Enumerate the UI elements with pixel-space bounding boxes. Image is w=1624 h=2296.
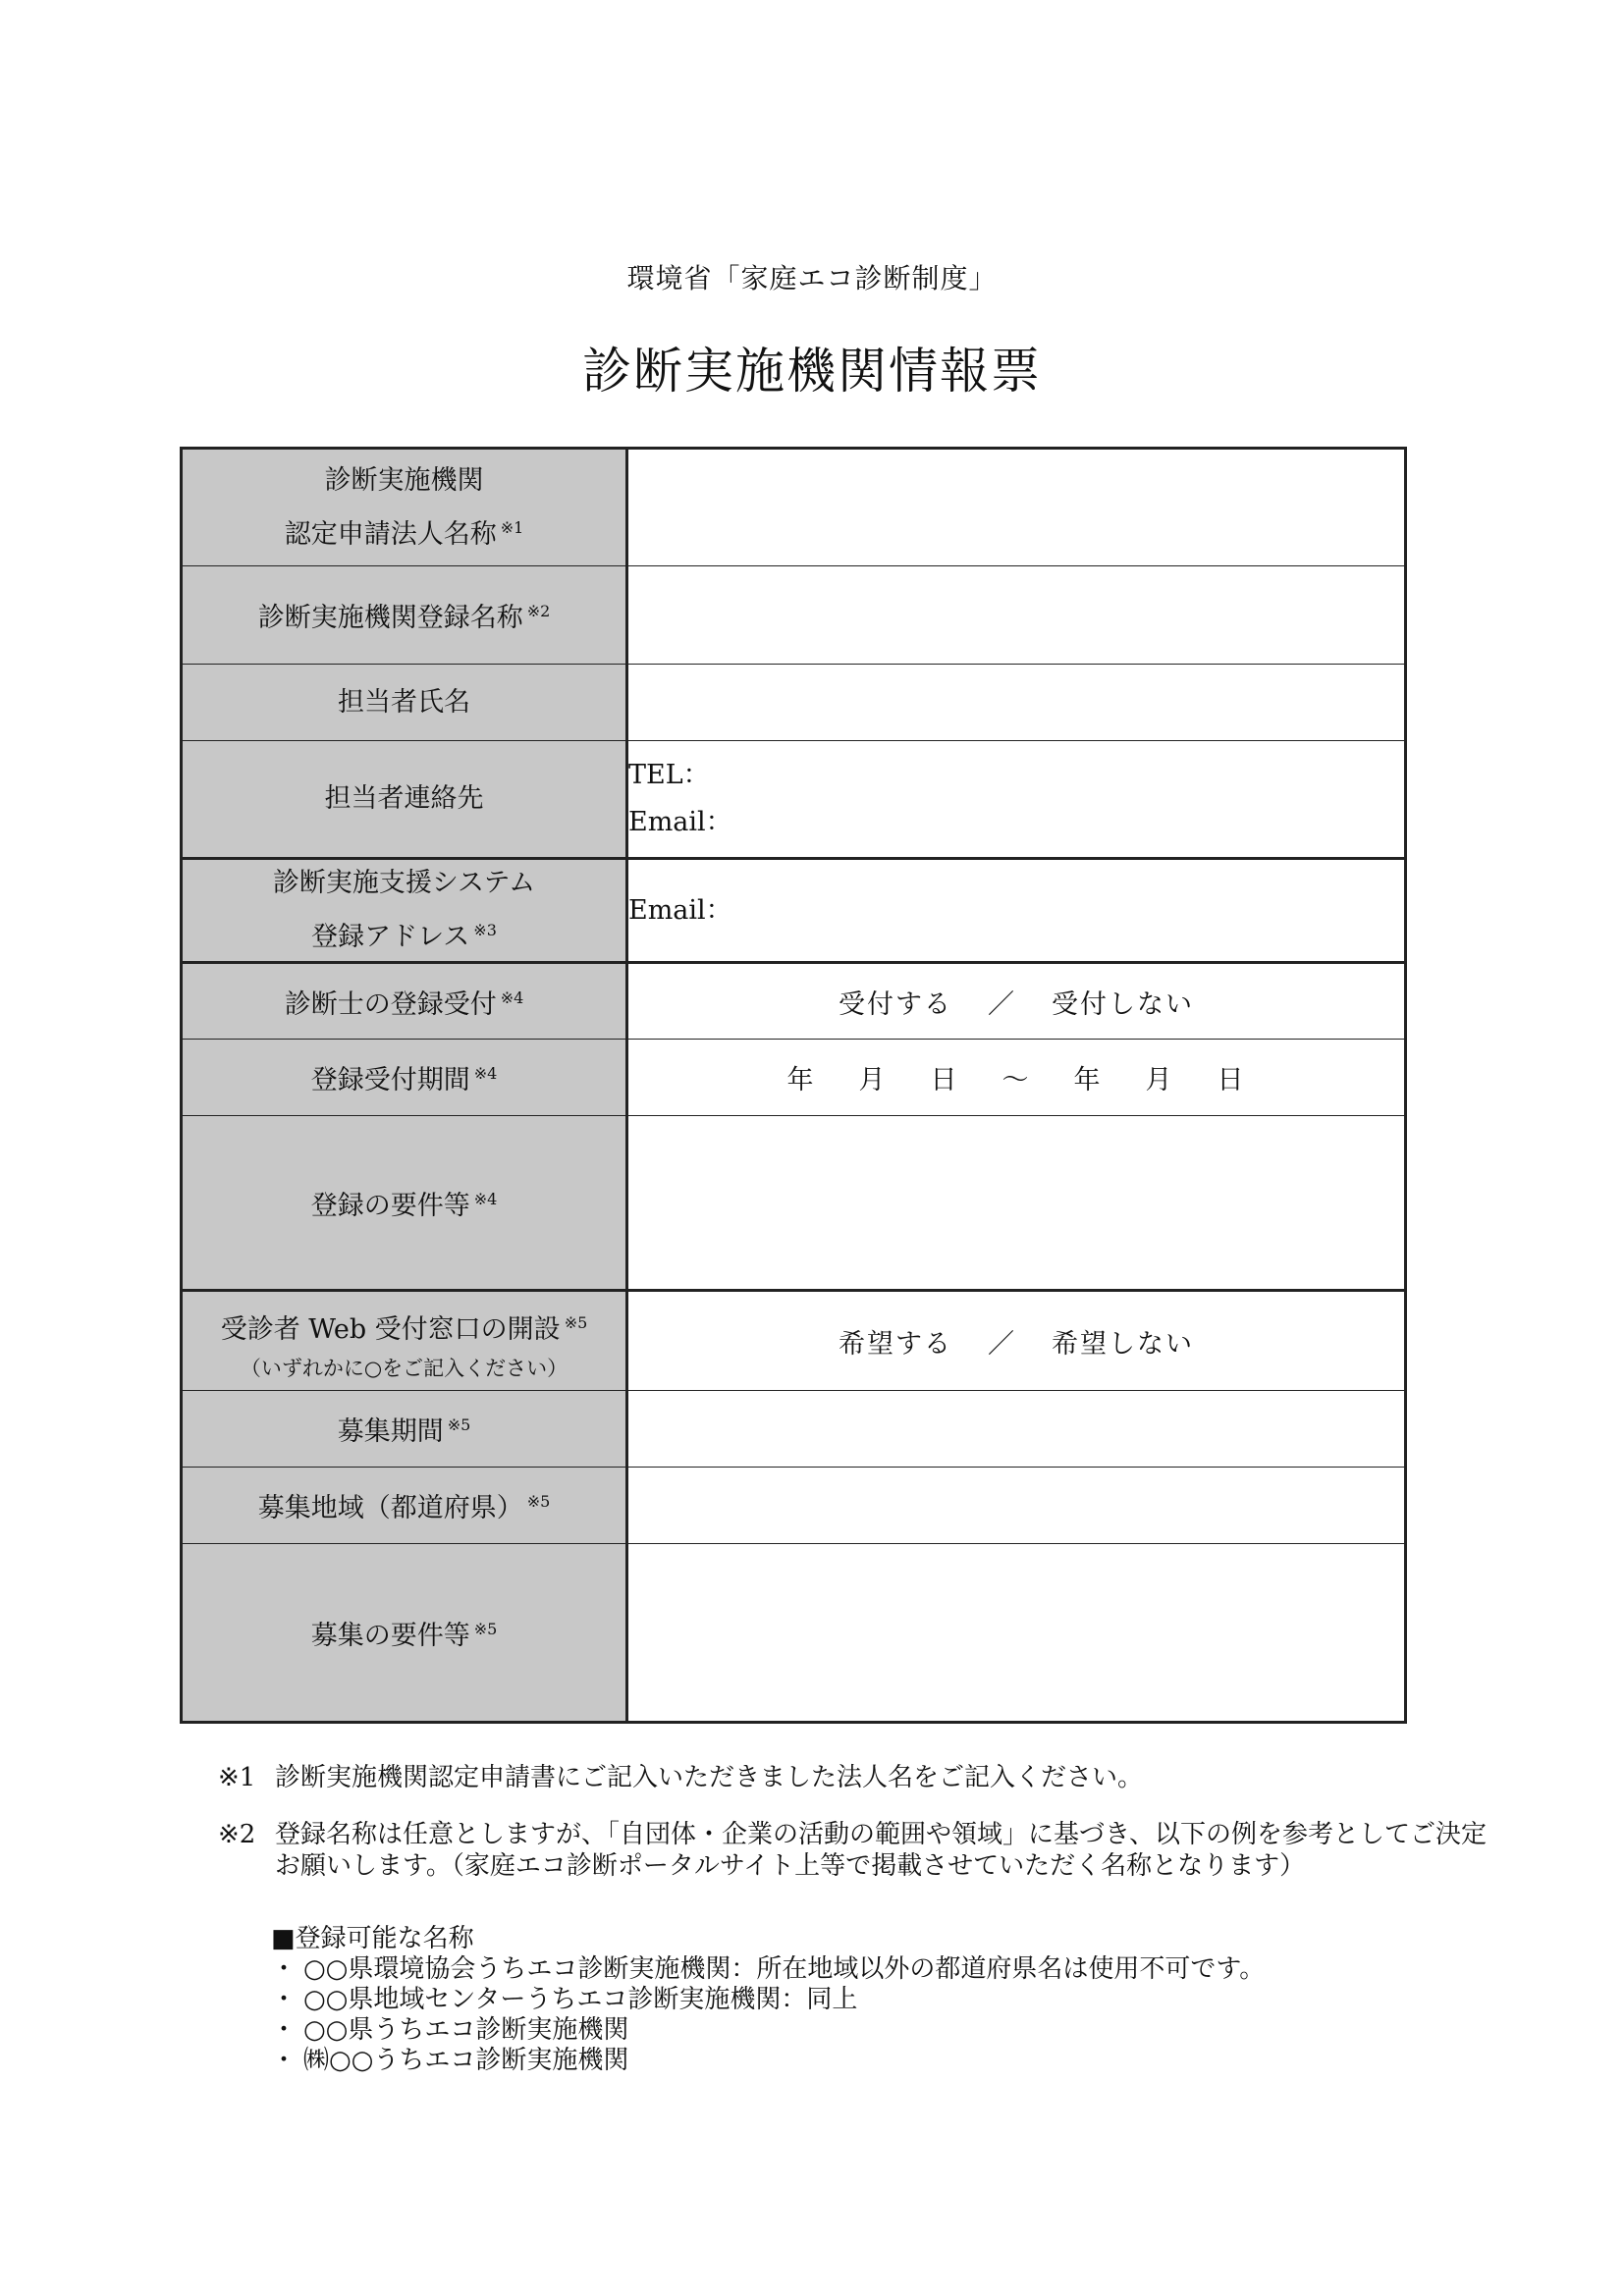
allowed-names-heading: ■登録可能な名称 (271, 1924, 474, 1953)
label-contact-info (182, 741, 627, 859)
registration-requirements-field[interactable] (627, 1116, 1406, 1291)
info-form-table (180, 447, 1407, 1724)
option-not-wish[interactable]: 希望しない (1052, 1328, 1194, 1360)
row-registered-name (182, 566, 1406, 665)
footnote-2 (218, 1819, 1494, 1882)
label-text: 担当者氏名 (338, 686, 470, 718)
registration-period-field[interactable] (627, 1040, 1406, 1116)
option-separator: ／ (988, 1328, 1016, 1360)
row-registration-acceptance (182, 963, 1406, 1040)
date-year: 年 (1073, 1065, 1103, 1095)
date-day: 日 (1217, 1065, 1246, 1095)
note-mark: ※2 (526, 602, 551, 620)
label-line: 認定申請法人名称 (284, 518, 497, 550)
label-text: 診断実施機関登録名称 (257, 603, 523, 633)
footnote-text: 登録名称は任意としますが、「自団体・企業の活動の範囲や領域」に基づき、以下の例を参考としてご決定お願いします。（家庭エコ診断ポータルサイト上等で掲載させていただく名称となります） (275, 1820, 1487, 1881)
bullet-icon: ・ (271, 2015, 298, 2045)
recruitment-period-field[interactable] (627, 1391, 1406, 1468)
allowed-names-section (271, 1924, 1265, 2076)
list-item (271, 2015, 1265, 2046)
date-day: 日 (930, 1065, 959, 1095)
registration-acceptance-field[interactable] (627, 963, 1406, 1040)
label-text: 募集の要件等 (310, 1620, 470, 1651)
row-recruitment-requirements (182, 1544, 1406, 1723)
row-contact-person (182, 665, 1406, 741)
label-line: 診断実施機関 (324, 464, 484, 496)
row-recruitment-region (182, 1468, 1406, 1544)
label-line: 診断実施支援システム (272, 868, 536, 898)
label-instruction: （いずれかに○をご記入ください） (240, 1356, 568, 1380)
system-address-field[interactable] (627, 859, 1406, 963)
list-item-text: ㈱○○うちエコ診断実施機関 (303, 2046, 629, 2075)
allowed-names-list (271, 1954, 1265, 2076)
option-not-accept[interactable]: 受付しない (1052, 988, 1194, 1020)
label-web-reception (182, 1291, 627, 1391)
label-text: 募集地域（都道府県） (257, 1493, 523, 1523)
date-month: 月 (1145, 1065, 1174, 1095)
list-item (271, 1985, 1265, 2015)
row-registration-requirements (182, 1116, 1406, 1291)
label-text: 受診者 Web 受付窓口の開設 (220, 1313, 561, 1345)
label-registration-acceptance (182, 963, 627, 1040)
note-mark: ※1 (500, 517, 524, 537)
option-wish[interactable]: 希望する (839, 1328, 952, 1360)
web-reception-field[interactable] (627, 1291, 1406, 1391)
list-item (271, 2046, 1265, 2076)
footnote-1 (218, 1762, 1494, 1793)
row-system-address (182, 859, 1406, 963)
note-mark: ※5 (473, 1619, 498, 1638)
form-supertitle: 環境省「家庭エコ診断制度」 (626, 262, 998, 294)
label-text: 募集期間 (337, 1416, 444, 1447)
footnote-text: 診断実施機関認定申請書にご記入いただきました法人名をご記入ください。 (275, 1763, 1144, 1792)
row-contact-info (182, 741, 1406, 859)
label-text: 登録の要件等 (310, 1190, 470, 1221)
row-corporate-name (182, 449, 1406, 566)
note-mark: ※5 (564, 1312, 588, 1332)
label-registration-requirements (182, 1116, 627, 1291)
note-mark: ※5 (526, 1492, 551, 1511)
note-mark: ※4 (473, 1189, 498, 1208)
note-mark: ※4 (473, 1064, 498, 1083)
option-accept[interactable]: 受付する (839, 988, 952, 1020)
contact-info-field[interactable] (627, 741, 1406, 859)
email-label: Email： (628, 807, 732, 837)
date-month: 月 (858, 1065, 888, 1095)
recruitment-requirements-field[interactable] (627, 1544, 1406, 1723)
bullet-icon: ・ (271, 2046, 298, 2075)
note-mark: ※3 (473, 921, 497, 939)
label-system-address (182, 859, 627, 963)
label-recruitment-period (182, 1391, 627, 1468)
list-item-text: ○○県環境協会うちエコ診断実施機関：所在地域以外の都道府県名は使用不可です。 (303, 1954, 1266, 1984)
list-item-text: ○○県地域センターうちエコ診断実施機関：同上 (303, 1985, 858, 2014)
row-web-reception (182, 1291, 1406, 1391)
label-recruitment-region (182, 1468, 627, 1544)
bullet-icon: ・ (271, 1985, 298, 2014)
label-line: 登録アドレス (311, 922, 470, 952)
list-item-text: ○○県うちエコ診断実施機関 (303, 2015, 629, 2045)
form-title: 診断実施機関情報票 (582, 343, 1042, 400)
recruitment-region-field[interactable] (627, 1468, 1406, 1544)
row-recruitment-period (182, 1391, 1406, 1468)
date-year: 年 (786, 1065, 816, 1095)
date-tilde: ～ (1001, 1065, 1031, 1095)
footnote-mark: ※2 (218, 1820, 256, 1849)
bullet-icon: ・ (271, 1954, 298, 1984)
contact-person-field[interactable] (627, 665, 1406, 741)
label-text: 担当者連絡先 (324, 783, 484, 814)
label-recruitment-requirements (182, 1544, 627, 1723)
label-corporate-name (182, 449, 627, 566)
row-registration-period (182, 1040, 1406, 1116)
email-label: Email： (628, 894, 732, 926)
option-separator: ／ (988, 988, 1016, 1020)
corporate-name-field[interactable] (627, 449, 1406, 566)
label-contact-person (182, 665, 627, 741)
footnote-mark: ※1 (218, 1763, 256, 1792)
label-registered-name (182, 566, 627, 665)
registered-name-field[interactable] (627, 566, 1406, 665)
tel-label: TEL： (628, 760, 710, 790)
footnotes (218, 1762, 1494, 1907)
note-mark: ※4 (500, 988, 524, 1007)
list-item (271, 1954, 1265, 1985)
label-text: 診断士の登録受付 (284, 988, 497, 1020)
note-mark: ※5 (447, 1415, 471, 1434)
label-text: 登録受付期間 (310, 1065, 470, 1095)
label-registration-period (182, 1040, 627, 1116)
